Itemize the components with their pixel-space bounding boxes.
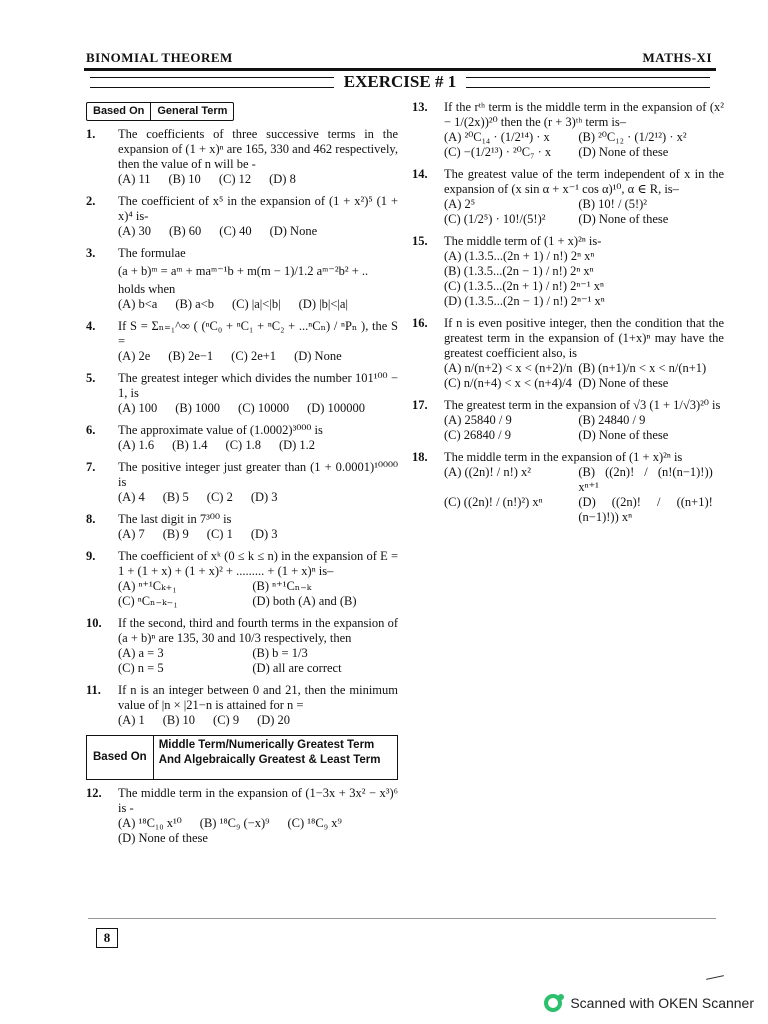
answer-option: (C) (1.3.5...(2n + 1) / n!) 2ⁿ⁻¹ xⁿ [444, 279, 604, 293]
question-text: If the rᵗʰ term is the middle term in the expansion of (x² − 1/(2x))²⁰ then the (r + 3)ᵗʰ term is– [444, 100, 724, 129]
answer-options [444, 465, 724, 525]
answer-option: (C) ⁿCₙ₋ₖ₋₁ [118, 594, 178, 608]
answer-option: (C) 12 [218, 172, 252, 186]
question-text: The middle term in the expansion of (1−3x + 3x² − x³)⁶ is - [118, 786, 398, 815]
answer-option: (A) (1.3.5...(2n + 1) / n!) 2ⁿ xⁿ [444, 249, 595, 263]
answer-option: (B) ⁿ⁺¹Cₙ₋ₖ [252, 579, 312, 593]
question-body [118, 549, 398, 609]
question-item [86, 512, 398, 542]
question-body [444, 316, 724, 391]
question-body [118, 616, 398, 676]
answer-option: (B) ²⁰C₁₂ · (1/2¹²) · x² [578, 130, 687, 144]
answer-option: (D) |b|<|a| [298, 297, 348, 311]
answer-option: (A) b<a [118, 297, 158, 311]
question-item [86, 683, 398, 728]
question-body [444, 234, 724, 309]
question-body [444, 398, 724, 443]
footer-rule [88, 918, 716, 919]
question-number: 16. [412, 316, 428, 330]
banner-lines-right [466, 77, 710, 88]
answer-options [444, 197, 724, 227]
question-body [118, 512, 398, 542]
answer-option: (C) |a|<|b| [231, 297, 281, 311]
answer-option: (D) all are correct [252, 661, 342, 675]
question-text: The approximate value of (1.0002)³⁰⁰⁰ is [118, 423, 323, 437]
question-item [86, 127, 398, 187]
answer-option: (C) ((2n)! / (n!)²) xⁿ [444, 495, 543, 509]
answer-options [118, 713, 398, 728]
question-body [118, 127, 398, 187]
left-question-list [86, 127, 398, 728]
question-item [86, 460, 398, 505]
question-number: 8. [86, 512, 96, 526]
answer-option: (B) 1.4 [172, 438, 208, 452]
answer-options [118, 349, 398, 364]
question-text: The formulae [118, 246, 186, 260]
question-text: The greatest term in the expansion of √3 (1 + 1/√3)²⁰ is [444, 398, 721, 412]
question-number: 11. [86, 683, 101, 697]
question-body [118, 423, 398, 453]
question-number: 15. [412, 234, 428, 248]
page-number: 8 [96, 928, 118, 948]
answer-option: (D) None of these [578, 428, 669, 442]
question-item [412, 450, 724, 525]
answer-option: (D) None [269, 224, 318, 238]
answer-option: (D) None [294, 349, 342, 363]
answer-option: (A) a = 3 [118, 646, 164, 660]
answer-option: (D) both (A) and (B) [252, 594, 357, 608]
tag-based-on: Based On [93, 105, 145, 117]
answer-option: (A) n/(n+2) < x < (n+2)/n [444, 361, 573, 375]
answer-option: (B) 5 [162, 490, 189, 504]
question-item [86, 194, 398, 239]
question-body [118, 246, 398, 312]
answer-options [444, 413, 724, 443]
question-text: The last digit in 7³⁰⁰ is [118, 512, 232, 526]
question-text: If n is an integer between 0 and 21, then the minimum value of |n × |21−n is attained for n = [118, 683, 398, 712]
answer-options [444, 361, 724, 391]
answer-option: (B) 60 [168, 224, 202, 238]
answer-option: (A) 30 [118, 224, 151, 238]
scanner-text: Scanned with OKEN Scanner [570, 995, 754, 1011]
answer-option: (A) ⁿ⁺¹Cₖ₊₁ [118, 579, 177, 593]
section-tag-middle-term [86, 735, 398, 780]
right-question-list [412, 100, 724, 525]
answer-option: (C) n/(n+4) < x < (n+4)/4 [444, 376, 572, 390]
answer-option: (B) 10 [162, 713, 196, 727]
header-rule [84, 68, 716, 71]
question-body [444, 100, 724, 160]
tag-based-on: Based On [87, 736, 154, 779]
answer-options [118, 816, 398, 846]
answer-option: (D) None of these [578, 145, 669, 159]
subject-label: MATHS-XI [642, 50, 712, 65]
answer-option: (B) 24840 / 9 [578, 413, 646, 427]
tag-topic: Middle Term/Numerically Greatest Term And Algebraically Greatest & Least Term [158, 739, 381, 766]
answer-option: (A) 1 [118, 713, 145, 727]
answer-option: (C) 2 [206, 490, 233, 504]
answer-option: (A) 4 [118, 490, 145, 504]
question-body [118, 460, 398, 505]
tag-topic: General Term [150, 103, 233, 120]
answer-options [118, 579, 398, 609]
question-number: 9. [86, 549, 96, 563]
question-text-cont: holds when [118, 282, 176, 296]
answer-option: (A) 25840 / 9 [444, 413, 512, 427]
exercise-title: EXERCISE # 1 [343, 72, 457, 91]
exercise-banner [84, 73, 716, 91]
answer-option: (A) 7 [118, 527, 145, 541]
question-item [86, 371, 398, 416]
question-number: 7. [86, 460, 96, 474]
question-item [86, 423, 398, 453]
answer-option: (B) a<b [175, 297, 214, 311]
answer-option: (C) 1.8 [225, 438, 261, 452]
question-text: If the second, third and fourth terms in the expansion of (a + b)ⁿ are 135, 30 and 10/3 respectively, then [118, 616, 398, 645]
answer-option: (D) 1.2 [278, 438, 316, 452]
answer-option: (B) b = 1/3 [252, 646, 308, 660]
question-item [412, 316, 724, 391]
answer-option: (D) None of these [118, 831, 208, 845]
answer-option: (D) 100000 [307, 401, 366, 415]
answer-option: (B) ¹⁸C₉ (−x)⁹ [199, 816, 270, 830]
question-number: 2. [86, 194, 96, 208]
question-number: 3. [86, 246, 96, 260]
scanner-logo-icon [544, 994, 562, 1012]
question-text: The greatest integer which divides the number 101¹⁰⁰ − 1, is [118, 371, 398, 400]
answer-options [118, 224, 398, 239]
answer-options [444, 249, 724, 309]
answer-option: (D) None of these [578, 376, 669, 390]
question-item [412, 100, 724, 160]
question-item [412, 167, 724, 227]
answer-options [118, 646, 398, 676]
answer-option: (C) 10000 [238, 401, 290, 415]
answer-options [118, 401, 398, 416]
question-number: 5. [86, 371, 96, 385]
question-item [86, 549, 398, 609]
answer-option: (D) 3 [250, 527, 278, 541]
answer-option: (D) ((2n)! / ((n+1)!(n−1)!)) xⁿ [578, 495, 713, 524]
question-item [86, 616, 398, 676]
question-item [412, 398, 724, 443]
question-number: 6. [86, 423, 96, 437]
answer-option: (B) 10! / (5!)² [578, 197, 648, 211]
answer-option: (C) ¹⁸C₉ x⁹ [287, 816, 342, 830]
question-text: The coefficients of three successive terms in the expansion of (1 + x)ⁿ are 165, 330 and 462 respectively, then the value of n will be - [118, 127, 398, 171]
question-12 [86, 786, 398, 846]
answer-option: (B) 9 [162, 527, 189, 541]
pen-mark [706, 975, 724, 980]
answer-option: (B) (n+1)/n < x < n/(n+1) [578, 361, 707, 375]
question-body [444, 167, 724, 227]
answer-option: (A) ²⁰C₁₄ · (1/2¹⁴) · x [444, 130, 550, 144]
answer-option: (A) ((2n)! / n!) x² [444, 465, 532, 479]
question-text: If n is even positive integer, then the condition that the greatest term in the expansion of (1+x)ⁿ may have the greatest coefficient also, is [444, 316, 724, 360]
answer-option: (B) ((2n)! / (n!(n−1)!)) xⁿ⁺¹ [578, 465, 713, 494]
question-body [118, 319, 398, 364]
question-text: The positive integer just greater than (1 + 0.0001)¹⁰⁰⁰⁰ is [118, 460, 398, 489]
answer-options [118, 527, 398, 542]
answer-option: (A) 100 [118, 401, 158, 415]
right-column [412, 100, 724, 532]
question-number: 1. [86, 127, 96, 141]
answer-options [118, 490, 398, 505]
question-text: The coefficient of xᵏ (0 ≤ k ≤ n) in the expansion of E = 1 + (1 + x) + (1 + x)² + ......... + (1 + x)ⁿ is– [118, 549, 398, 578]
scanner-watermark [544, 994, 754, 1012]
answer-option: (A) 2e [118, 349, 151, 363]
answer-option: (C) −(1/2¹³) · ²⁰C₇ · x [444, 145, 552, 159]
chapter-title: BINOMIAL THEOREM [86, 50, 233, 65]
question-item [412, 234, 724, 309]
answer-option: (D) (1.3.5...(2n − 1) / n!) 2ⁿ⁻¹ xⁿ [444, 294, 605, 308]
question-text: The coefficient of x⁵ in the expansion of (1 + x²)⁵ (1 + x)⁴ is- [118, 194, 398, 223]
question-body [118, 683, 398, 728]
question-body [444, 450, 724, 525]
question-number: 13. [412, 100, 428, 114]
answer-options [118, 438, 398, 453]
answer-option: (B) 1000 [175, 401, 221, 415]
question-body [118, 786, 398, 846]
answer-option: (A) 1.6 [118, 438, 155, 452]
question-item [86, 786, 398, 846]
question-text: The middle term of (1 + x)²ⁿ is- [444, 234, 602, 248]
answer-options [118, 172, 398, 187]
question-text: The middle term in the expansion of (1 + x)²ⁿ is [444, 450, 683, 464]
formula: (a + b)ᵐ = aᵐ + maᵐ⁻¹b + m(m − 1)/1.2 aᵐ⁻²b² + .. [118, 264, 369, 278]
answer-option: (B) (1.3.5...(2n − 1) / n!) 2ⁿ xⁿ [444, 264, 594, 278]
question-number: 12. [86, 786, 102, 800]
answer-option: (C) 40 [219, 224, 252, 238]
answer-options [444, 130, 724, 160]
answer-option: (B) 2e−1 [168, 349, 214, 363]
answer-option: (C) (1/2⁵) · 10!/(5!)² [444, 212, 546, 226]
answer-option: (D) 20 [257, 713, 291, 727]
question-number: 18. [412, 450, 428, 464]
answer-option: (C) 2e+1 [231, 349, 277, 363]
answer-option: (C) n = 5 [118, 661, 164, 675]
banner-lines-left [90, 77, 334, 88]
question-body [118, 371, 398, 416]
answer-option: (B) 10 [168, 172, 201, 186]
question-text: The greatest value of the term independent of x in the expansion of (x sin α + x⁻¹ cos α)¹⁰, α ∈ R, is– [444, 167, 724, 196]
answer-option: (D) 3 [250, 490, 278, 504]
answer-options [118, 297, 398, 312]
question-item [86, 246, 398, 312]
answer-option: (D) 8 [269, 172, 296, 186]
question-text: If S = Σₙ₌₁^∞ ( (ⁿC₀ + ⁿC₁ + ⁿC₂ + ...ⁿCₙ) / ⁿPₙ ), the S = [118, 319, 398, 348]
question-item [86, 319, 398, 364]
question-body [118, 194, 398, 239]
answer-option: (C) 9 [213, 713, 240, 727]
question-number: 10. [86, 616, 102, 630]
left-column [86, 100, 398, 853]
question-number: 4. [86, 319, 96, 333]
question-number: 17. [412, 398, 428, 412]
answer-option: (A) 2⁵ [444, 197, 476, 211]
answer-option: (C) 26840 / 9 [444, 428, 512, 442]
answer-option: (A) ¹⁸C₁₀ x¹⁰ [118, 816, 182, 830]
answer-option: (C) 1 [206, 527, 233, 541]
question-number: 14. [412, 167, 428, 181]
answer-option: (A) 11 [118, 172, 151, 186]
section-tag-general-term [86, 102, 234, 121]
answer-option: (D) None of these [578, 212, 669, 226]
